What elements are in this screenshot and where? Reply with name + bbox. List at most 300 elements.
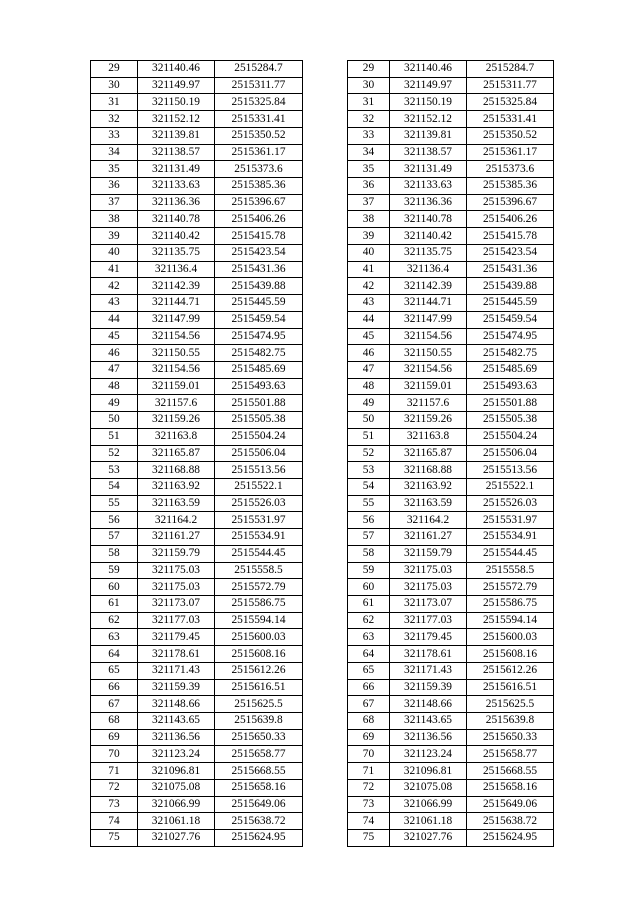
table-row (348, 77, 554, 94)
table-row (348, 144, 554, 161)
x-coordinate-cell: 321154.56 (138, 361, 215, 378)
y-coordinate-cell: 2515423.54 (467, 244, 554, 261)
x-coordinate-cell: 321144.71 (390, 295, 467, 312)
y-coordinate-cell: 2515649.06 (467, 796, 554, 813)
point-number-cell: 35 (348, 161, 390, 178)
table-row (348, 545, 554, 562)
y-coordinate-cell: 2515406.26 (215, 211, 303, 228)
table-row (91, 127, 303, 144)
x-coordinate-cell: 321164.2 (138, 512, 215, 529)
x-coordinate-cell: 321148.66 (390, 696, 467, 713)
point-number-cell: 66 (348, 679, 390, 696)
y-coordinate-cell: 2515650.33 (467, 729, 554, 746)
y-coordinate-cell: 2515459.54 (215, 311, 303, 328)
table-row (91, 61, 303, 78)
table-row (91, 161, 303, 178)
x-coordinate-cell: 321147.99 (390, 311, 467, 328)
point-number-cell: 70 (348, 746, 390, 763)
table-row (91, 529, 303, 546)
x-coordinate-cell: 321171.43 (138, 662, 215, 679)
point-number-cell: 62 (348, 612, 390, 629)
table-row (348, 579, 554, 596)
y-coordinate-cell: 2515485.69 (467, 361, 554, 378)
x-coordinate-cell: 321135.75 (138, 244, 215, 261)
y-coordinate-cell: 2515474.95 (215, 328, 303, 345)
point-number-cell: 34 (91, 144, 138, 161)
table-row (348, 729, 554, 746)
table-row (348, 378, 554, 395)
y-coordinate-cell: 2515608.16 (215, 646, 303, 663)
y-coordinate-cell: 2515459.54 (467, 311, 554, 328)
x-coordinate-cell: 321159.26 (138, 412, 215, 429)
x-coordinate-cell: 321178.61 (390, 646, 467, 663)
point-number-cell: 60 (348, 579, 390, 596)
table-row (348, 696, 554, 713)
x-coordinate-cell: 321165.87 (390, 445, 467, 462)
x-coordinate-cell: 321159.39 (390, 679, 467, 696)
y-coordinate-cell: 2515558.5 (467, 562, 554, 579)
point-number-cell: 36 (91, 178, 138, 195)
point-number-cell: 65 (91, 662, 138, 679)
y-coordinate-cell: 2515531.97 (467, 512, 554, 529)
point-number-cell: 65 (348, 662, 390, 679)
point-number-cell: 44 (91, 311, 138, 328)
table-row (348, 211, 554, 228)
point-number-cell: 63 (91, 629, 138, 646)
table-row (91, 211, 303, 228)
y-coordinate-cell: 2515586.75 (215, 596, 303, 613)
point-number-cell: 74 (91, 813, 138, 830)
point-number-cell: 42 (348, 278, 390, 295)
y-coordinate-cell: 2515616.51 (467, 679, 554, 696)
point-number-cell: 39 (91, 228, 138, 245)
table-row (348, 345, 554, 362)
x-coordinate-cell: 321163.8 (390, 428, 467, 445)
y-coordinate-cell: 2515506.04 (215, 445, 303, 462)
x-coordinate-cell: 321136.36 (390, 194, 467, 211)
point-number-cell: 53 (91, 462, 138, 479)
x-coordinate-cell: 321144.71 (138, 295, 215, 312)
table-row (91, 679, 303, 696)
table-row (91, 328, 303, 345)
table-row (348, 562, 554, 579)
y-coordinate-cell: 2515625.5 (215, 696, 303, 713)
point-number-cell: 51 (91, 428, 138, 445)
x-coordinate-cell: 321140.46 (138, 61, 215, 78)
table-row (348, 796, 554, 813)
table-row (91, 111, 303, 128)
x-coordinate-cell: 321161.27 (390, 529, 467, 546)
x-coordinate-cell: 321140.46 (390, 61, 467, 78)
point-number-cell: 29 (91, 61, 138, 78)
y-coordinate-cell: 2515431.36 (215, 261, 303, 278)
point-number-cell: 41 (91, 261, 138, 278)
y-coordinate-cell: 2515423.54 (215, 244, 303, 261)
point-number-cell: 62 (91, 612, 138, 629)
table-row (91, 345, 303, 362)
x-coordinate-cell: 321075.08 (390, 779, 467, 796)
table-row (91, 696, 303, 713)
x-coordinate-cell: 321164.2 (390, 512, 467, 529)
point-number-cell: 56 (91, 512, 138, 529)
x-coordinate-cell: 321163.8 (138, 428, 215, 445)
point-number-cell: 64 (348, 646, 390, 663)
x-coordinate-cell: 321066.99 (138, 796, 215, 813)
y-coordinate-cell: 2515600.03 (215, 629, 303, 646)
point-number-cell: 70 (91, 746, 138, 763)
point-number-cell: 37 (348, 194, 390, 211)
point-number-cell: 68 (91, 713, 138, 730)
y-coordinate-cell: 2515531.97 (215, 512, 303, 529)
point-number-cell: 30 (348, 77, 390, 94)
y-coordinate-cell: 2515396.67 (215, 194, 303, 211)
y-coordinate-cell: 2515505.38 (467, 412, 554, 429)
point-number-cell: 46 (348, 345, 390, 362)
point-number-cell: 59 (348, 562, 390, 579)
table-row (91, 562, 303, 579)
table-row (91, 244, 303, 261)
y-coordinate-cell: 2515445.59 (215, 295, 303, 312)
x-coordinate-cell: 321140.78 (138, 211, 215, 228)
point-number-cell: 39 (348, 228, 390, 245)
table-row (348, 328, 554, 345)
x-coordinate-cell: 321139.81 (138, 127, 215, 144)
table-row (91, 428, 303, 445)
y-coordinate-cell: 2515284.7 (467, 61, 554, 78)
table-row (91, 579, 303, 596)
point-number-cell: 56 (348, 512, 390, 529)
x-coordinate-cell: 321061.18 (138, 813, 215, 830)
table-row (91, 462, 303, 479)
y-coordinate-cell: 2515505.38 (215, 412, 303, 429)
table-row (91, 813, 303, 830)
y-coordinate-cell: 2515625.5 (467, 696, 554, 713)
y-coordinate-cell: 2515586.75 (467, 596, 554, 613)
point-number-cell: 52 (348, 445, 390, 462)
y-coordinate-cell: 2515624.95 (467, 830, 554, 847)
x-coordinate-cell: 321149.97 (390, 77, 467, 94)
table-row (348, 94, 554, 111)
point-number-cell: 33 (348, 127, 390, 144)
table-row (348, 194, 554, 211)
x-coordinate-cell: 321139.81 (390, 127, 467, 144)
x-coordinate-cell: 321061.18 (390, 813, 467, 830)
table-row (348, 311, 554, 328)
table-row (348, 529, 554, 546)
point-number-cell: 34 (348, 144, 390, 161)
y-coordinate-cell: 2515485.69 (215, 361, 303, 378)
y-coordinate-cell: 2515415.78 (215, 228, 303, 245)
point-number-cell: 51 (348, 428, 390, 445)
point-number-cell: 40 (348, 244, 390, 261)
point-number-cell: 29 (348, 61, 390, 78)
y-coordinate-cell: 2515439.88 (215, 278, 303, 295)
table-row (348, 596, 554, 613)
point-number-cell: 32 (348, 111, 390, 128)
x-coordinate-cell: 321147.99 (138, 311, 215, 328)
table-row (91, 194, 303, 211)
table-row (348, 713, 554, 730)
y-coordinate-cell: 2515522.1 (215, 478, 303, 495)
x-coordinate-cell: 321143.65 (138, 713, 215, 730)
y-coordinate-cell: 2515373.6 (467, 161, 554, 178)
x-coordinate-cell: 321140.42 (138, 228, 215, 245)
y-coordinate-cell: 2515608.16 (467, 646, 554, 663)
y-coordinate-cell: 2515658.16 (467, 779, 554, 796)
y-coordinate-cell: 2515526.03 (215, 495, 303, 512)
x-coordinate-cell: 321123.24 (390, 746, 467, 763)
y-coordinate-cell: 2515658.77 (215, 746, 303, 763)
y-coordinate-cell: 2515544.45 (215, 545, 303, 562)
point-number-cell: 37 (91, 194, 138, 211)
y-coordinate-cell: 2515284.7 (215, 61, 303, 78)
point-number-cell: 53 (348, 462, 390, 479)
table-row (348, 361, 554, 378)
table-row (91, 729, 303, 746)
x-coordinate-cell: 321150.55 (390, 345, 467, 362)
x-coordinate-cell: 321138.57 (390, 144, 467, 161)
table-row (348, 228, 554, 245)
point-number-cell: 48 (91, 378, 138, 395)
table-row (91, 278, 303, 295)
point-number-cell: 61 (91, 596, 138, 613)
y-coordinate-cell: 2515638.72 (215, 813, 303, 830)
x-coordinate-cell: 321123.24 (138, 746, 215, 763)
y-coordinate-cell: 2515406.26 (467, 211, 554, 228)
y-coordinate-cell: 2515311.77 (467, 77, 554, 94)
point-number-cell: 45 (348, 328, 390, 345)
table-row (348, 462, 554, 479)
x-coordinate-cell: 321136.36 (138, 194, 215, 211)
x-coordinate-cell: 321178.61 (138, 646, 215, 663)
x-coordinate-cell: 321159.26 (390, 412, 467, 429)
table-row (348, 813, 554, 830)
y-coordinate-cell: 2515385.36 (215, 178, 303, 195)
point-number-cell: 59 (91, 562, 138, 579)
y-coordinate-cell: 2515325.84 (215, 94, 303, 111)
point-number-cell: 73 (91, 796, 138, 813)
x-coordinate-cell: 321161.27 (138, 529, 215, 546)
point-number-cell: 40 (91, 244, 138, 261)
table-body-left (91, 61, 303, 847)
y-coordinate-cell: 2515415.78 (467, 228, 554, 245)
point-number-cell: 54 (91, 478, 138, 495)
x-coordinate-cell: 321075.08 (138, 779, 215, 796)
table-row (348, 746, 554, 763)
point-number-cell: 33 (91, 127, 138, 144)
table-row (348, 295, 554, 312)
point-number-cell: 30 (91, 77, 138, 94)
x-coordinate-cell: 321142.39 (138, 278, 215, 295)
table-row (91, 713, 303, 730)
table-row (348, 161, 554, 178)
y-coordinate-cell: 2515639.8 (215, 713, 303, 730)
point-number-cell: 48 (348, 378, 390, 395)
point-number-cell: 73 (348, 796, 390, 813)
y-coordinate-cell: 2515558.5 (215, 562, 303, 579)
table-row (91, 311, 303, 328)
y-coordinate-cell: 2515331.41 (467, 111, 554, 128)
x-coordinate-cell: 321150.19 (390, 94, 467, 111)
table-row (348, 445, 554, 462)
coordinate-table-right (347, 60, 554, 847)
table-row (91, 478, 303, 495)
x-coordinate-cell: 321133.63 (390, 178, 467, 195)
y-coordinate-cell: 2515482.75 (215, 345, 303, 362)
x-coordinate-cell: 321175.03 (138, 562, 215, 579)
table-row (348, 679, 554, 696)
point-number-cell: 52 (91, 445, 138, 462)
point-number-cell: 43 (348, 295, 390, 312)
y-coordinate-cell: 2515534.91 (467, 529, 554, 546)
point-number-cell: 68 (348, 713, 390, 730)
y-coordinate-cell: 2515572.79 (467, 579, 554, 596)
x-coordinate-cell: 321159.79 (138, 545, 215, 562)
table-row (348, 662, 554, 679)
y-coordinate-cell: 2515439.88 (467, 278, 554, 295)
x-coordinate-cell: 321159.01 (138, 378, 215, 395)
x-coordinate-cell: 321131.49 (390, 161, 467, 178)
table-row (348, 779, 554, 796)
point-number-cell: 42 (91, 278, 138, 295)
x-coordinate-cell: 321154.56 (390, 328, 467, 345)
point-number-cell: 72 (91, 779, 138, 796)
point-number-cell: 32 (91, 111, 138, 128)
y-coordinate-cell: 2515572.79 (215, 579, 303, 596)
point-number-cell: 55 (91, 495, 138, 512)
table-row (91, 830, 303, 847)
x-coordinate-cell: 321135.75 (390, 244, 467, 261)
point-number-cell: 58 (348, 545, 390, 562)
point-number-cell: 49 (91, 395, 138, 412)
y-coordinate-cell: 2515493.63 (215, 378, 303, 395)
x-coordinate-cell: 321138.57 (138, 144, 215, 161)
table-row (348, 428, 554, 445)
y-coordinate-cell: 2515325.84 (467, 94, 554, 111)
x-coordinate-cell: 321142.39 (390, 278, 467, 295)
point-number-cell: 61 (348, 596, 390, 613)
x-coordinate-cell: 321152.12 (138, 111, 215, 128)
x-coordinate-cell: 321066.99 (390, 796, 467, 813)
table-row (348, 261, 554, 278)
y-coordinate-cell: 2515639.8 (467, 713, 554, 730)
y-coordinate-cell: 2515504.24 (215, 428, 303, 445)
table-row (348, 763, 554, 780)
x-coordinate-cell: 321148.66 (138, 696, 215, 713)
x-coordinate-cell: 321179.45 (390, 629, 467, 646)
x-coordinate-cell: 321149.97 (138, 77, 215, 94)
point-number-cell: 75 (91, 830, 138, 847)
x-coordinate-cell: 321159.39 (138, 679, 215, 696)
table-row (91, 763, 303, 780)
y-coordinate-cell: 2515361.17 (467, 144, 554, 161)
y-coordinate-cell: 2515493.63 (467, 378, 554, 395)
x-coordinate-cell: 321163.59 (390, 495, 467, 512)
x-coordinate-cell: 321143.65 (390, 713, 467, 730)
x-coordinate-cell: 321140.42 (390, 228, 467, 245)
point-number-cell: 57 (348, 529, 390, 546)
table-row (91, 178, 303, 195)
x-coordinate-cell: 321168.88 (390, 462, 467, 479)
y-coordinate-cell: 2515668.55 (215, 763, 303, 780)
y-coordinate-cell: 2515522.1 (467, 478, 554, 495)
point-number-cell: 35 (91, 161, 138, 178)
table-body-right (348, 61, 554, 847)
y-coordinate-cell: 2515504.24 (467, 428, 554, 445)
y-coordinate-cell: 2515612.26 (467, 662, 554, 679)
x-coordinate-cell: 321136.56 (138, 729, 215, 746)
y-coordinate-cell: 2515616.51 (215, 679, 303, 696)
y-coordinate-cell: 2515594.14 (467, 612, 554, 629)
table-row (91, 746, 303, 763)
x-coordinate-cell: 321131.49 (138, 161, 215, 178)
x-coordinate-cell: 321163.59 (138, 495, 215, 512)
y-coordinate-cell: 2515658.77 (467, 746, 554, 763)
x-coordinate-cell: 321163.92 (390, 478, 467, 495)
table-row (91, 361, 303, 378)
table-row (348, 612, 554, 629)
point-number-cell: 75 (348, 830, 390, 847)
y-coordinate-cell: 2515649.06 (215, 796, 303, 813)
x-coordinate-cell: 321154.56 (138, 328, 215, 345)
x-coordinate-cell: 321175.03 (390, 562, 467, 579)
x-coordinate-cell: 321179.45 (138, 629, 215, 646)
y-coordinate-cell: 2515501.88 (467, 395, 554, 412)
y-coordinate-cell: 2515506.04 (467, 445, 554, 462)
table-row (91, 295, 303, 312)
x-coordinate-cell: 321096.81 (390, 763, 467, 780)
coordinate-table-left (90, 60, 303, 847)
point-number-cell: 67 (348, 696, 390, 713)
x-coordinate-cell: 321171.43 (390, 662, 467, 679)
point-number-cell: 38 (91, 211, 138, 228)
table-row (348, 111, 554, 128)
point-number-cell: 50 (91, 412, 138, 429)
x-coordinate-cell: 321133.63 (138, 178, 215, 195)
x-coordinate-cell: 321168.88 (138, 462, 215, 479)
point-number-cell: 49 (348, 395, 390, 412)
y-coordinate-cell: 2515668.55 (467, 763, 554, 780)
x-coordinate-cell: 321173.07 (138, 596, 215, 613)
point-number-cell: 46 (91, 345, 138, 362)
point-number-cell: 74 (348, 813, 390, 830)
y-coordinate-cell: 2515482.75 (467, 345, 554, 362)
table-row (91, 779, 303, 796)
y-coordinate-cell: 2515311.77 (215, 77, 303, 94)
x-coordinate-cell: 321177.03 (390, 612, 467, 629)
table-row (91, 395, 303, 412)
y-coordinate-cell: 2515501.88 (215, 395, 303, 412)
y-coordinate-cell: 2515544.45 (467, 545, 554, 562)
table-row (91, 495, 303, 512)
x-coordinate-cell: 321159.01 (390, 378, 467, 395)
y-coordinate-cell: 2515650.33 (215, 729, 303, 746)
table-row (91, 228, 303, 245)
point-number-cell: 47 (348, 361, 390, 378)
point-number-cell: 45 (91, 328, 138, 345)
x-coordinate-cell: 321152.12 (390, 111, 467, 128)
point-number-cell: 31 (348, 94, 390, 111)
table-row (91, 412, 303, 429)
y-coordinate-cell: 2515385.36 (467, 178, 554, 195)
x-coordinate-cell: 321177.03 (138, 612, 215, 629)
point-number-cell: 47 (91, 361, 138, 378)
y-coordinate-cell: 2515513.56 (215, 462, 303, 479)
y-coordinate-cell: 2515431.36 (467, 261, 554, 278)
point-number-cell: 64 (91, 646, 138, 663)
table-row (91, 77, 303, 94)
table-row (91, 378, 303, 395)
